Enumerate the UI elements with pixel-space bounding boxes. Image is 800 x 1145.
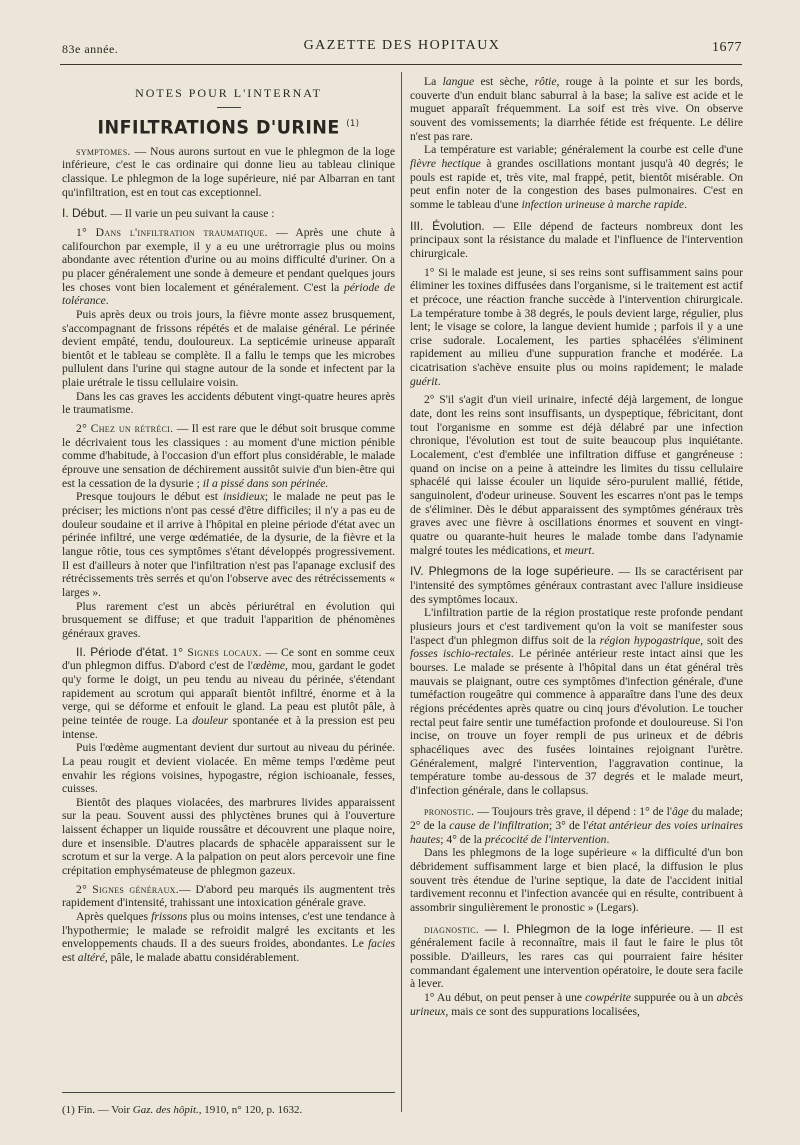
trauma-paragraph-2: Puis après deux ou trois jours, la fièvre monte assez brusquement, s'accompagnant de frissons répétés et de malaise général. Le périnée devient empâté, tendu, douloureux. La septicémie urineuse apparaît bientôt et le tableau se complète. Il a fallu le temps que les microbes pullulent dans l'urine qui stagne autour de la sonde et infectent par la plaie urétrale le tissu cellulaire voisin.	[62, 307, 395, 390]
title-rule	[217, 107, 241, 108]
etat-paragraph-3: Bientôt des plaques violacées, des marbrures livides apparaissent sur la peau. Souvent aussi des phlyctènes brunes qui à l'ouverture laissent échapper un liquide roussâtre et découvrent une plaque noire, dure et insensible. D'autres placards de sphacèle apparaissent sur le scrotum et sur la verge. A la palpation on peut alors percevoir une fine crépitation emphysémateuse de phlegmon gazeux.	[62, 795, 395, 878]
title-footnote-ref: (1)	[346, 118, 360, 129]
article-title: INFILTRATIONS D'URINE $^{(1)}$	[97, 115, 360, 138]
footnote: (1) Fin. — Voir Gaz. des hôpit., 1910, n° 120, p. 1632.	[62, 1104, 303, 1116]
evolution-paragraph-1: 1° Si le malade est jeune, si ses reins sont suffisamment sains pour éliminer les toxines diffusées dans l'organisme, si le traitement est actif et précoce, une réaction franche succède à l'intervention chirurgicale. La température tombe à 38 degrés, le pouls devient large, régulier, plus lent; le visage se colore, la langue devient humide ; parfois il y a une crise sudorale. Localement, les parties sphacélées s'éliminent rapidement au milieu d'une suppuration franche et modérée. La cicatrisation s'achève ensuite plus ou moins rapidement; le malade guérit.	[410, 265, 743, 388]
header-rule	[60, 64, 742, 65]
etat-paragraph: II. Période d'état. 1° Signes locaux. — Ce sont en somme ceux d'un phlegmon diffus. D'abord c'est de l'œdème, mou, gardant le godet qu'y forme le doigt, un peu tendu au niveau du périnée, s'étendant rapidement au scrotum qui apparaît bientôt infiltré, énorme et à la verge, qui se déforme et enfouit le gland. La peau est plutôt pâle, à peine teintée de rouge. La douleur spontanée et à la pression est peu intense.	[62, 644, 395, 741]
page-number: 1677	[712, 40, 742, 55]
retreci-paragraph-2: Presque toujours le début est insidieux; le malade ne peut pas le préciser; les mictions n'ont pas cessé d'être difficiles; il n'y a pas eu de douleur soudaine et il arrive à l'hôpital en pleine période d'état avec un périnée infiltré, une verge œdématiée, de la dysurie, de la fièvre et la langue rôtie, tous ces symptômes s'étant développés progressivement. Il est d'ailleurs à noter que l'infiltration n'est pas l'apanage exclusif des rétrécissements très serrés et qu'on l'observe avec des rétrécissements « larges ».	[62, 490, 395, 599]
etat-paragraph-2: Puis l'œdème augmentant devient dur surtout au niveau du périnée. La peau rougit et devient violacée. En même temps l'œdème peut envahir les régions voisines, hypogastre, région ischioanale, fesses, cuisses.	[62, 741, 395, 796]
evolution-paragraph: III. Évolution. — Elle dépend de facteurs nombreux dont les principaux sont la résistance du malade et l'influence de l'intervention chirurgicale.	[410, 218, 743, 260]
trauma-label: 1° Dans l'infiltration traumatique.	[76, 225, 268, 239]
issue-year: 83e année.	[62, 42, 119, 56]
journal-title: GAZETTE DES HOPITAUX	[303, 38, 501, 53]
column-divider	[401, 72, 402, 1112]
symptomes-label: symptomes.	[76, 144, 131, 158]
debut-paragraph: I. Début. — Il varie un peu suivant la cause :	[62, 206, 275, 221]
temperature-paragraph: La température est variable; généralement la courbe est celle d'une fièvre hectique à grandes oscillations montant jusqu'à 40 degrés; le pouls est rapide et, très vite, mal frappé, petit, bientôt misérable. On peut enfin noter de la congestion des bases pulmonaires. C'est en somme le tableau d'une infection urineuse à marche rapide.	[410, 143, 743, 211]
retreci-paragraph: 2° Chez un rétréci. — Il est rare que le début soit brusque comme le décrivaient tous les classiques : au moment d'une miction pénible comme d'habitude, à l'occasion d'un effort plus considérable, le malade éprouve une sensation de déchirement aussitôt suivie d'un bien-être qui est la cessation de la dysurie ; il a pissé dans son périnée.	[62, 422, 395, 490]
generaux-paragraph: 2° Signes généraux.— D'abord peu marqués ils augmentent très rapidement d'intensité, trahissant une intoxication générale grave.	[62, 882, 396, 910]
signes-locaux-label: 1° Signes locaux.	[172, 645, 262, 659]
pronostic-label: pronostic.	[424, 805, 475, 819]
pronostic-paragraph-2: Dans les phlegmons de la loge supérieure « la difficulté d'un bon débridement suffisamment large et bien placé, la diffusion le plus souvent très étendue de l'urine septique, la date de l'accident initial tardivement reconnu et l'infection avancée qui en résulte, contribuent à assombrir singulièrement le pronostic » (Legars).	[410, 846, 743, 915]
diagnostic-paragraph: diagnostic. — I. Phlegmon de la loge inférieure. — Il est généralement facile à reconnaître, mais il faut le faire le plus tôt possible. D'ailleurs, les rares cas qui pourraient faire hésiter commandant également une intervention opératoire, le doute sera facile à lever.	[410, 921, 743, 991]
diagnostic-paragraph-2: 1° Au début, on peut penser à une cowpérite suppurée ou à un abcès urineux, mais ce sont des suppurations localisées,	[410, 991, 743, 1018]
langue-paragraph: La langue est sèche, rôtie, rouge à la pointe et sur les bords, couverte d'un enduit blanc saburral à la base; la salive est acide et le muguet apparaît fréquemment. La soif est très vive. On observe souvent des vomissements; la diarrhée fétide est fréquente. Le délire n'est pas rare.	[410, 75, 743, 143]
pronostic-paragraph: pronostic. — Toujours très grave, il dépend : 1° de l'âge du malade; 2° de la cause de l'infiltration; 3° de l'état antérieur des voies urinaires hautes; 4° de la précocité de l'intervention.	[410, 805, 744, 846]
signes-generaux-label: 2° Signes généraux.	[76, 882, 179, 896]
trauma-paragraph-3: Dans les cas graves les accidents débutent vingt-quatre heures après le traumatisme.	[62, 389, 395, 417]
retreci-paragraph-3: Plus rarement c'est un abcès périurétral en évolution qui brusquement se diffuse; et que traduit l'apparition de phénomènes généraux graves.	[62, 599, 395, 640]
generaux-paragraph-2: Après quelques frissons plus ou moins intenses, c'est une tendance à l'hypothermie; le malade se refroidit malgré les excitants et les enveloppements chauds. Il a des sueurs froides, abondantes. Le facies est altéré, pâle, le malade abattu considérablement.	[62, 910, 396, 965]
etat-heading: II. Période d'état.	[76, 644, 169, 659]
loge-superieure-paragraph: IV. Phlegmons de la loge supérieure. — Ils se caractérisent par l'intensité des symptômes généraux contrastant avec l'allure insidieuse des symptômes locaux.	[410, 564, 743, 606]
evolution-heading: III. Évolution.	[410, 218, 485, 233]
symptomes-paragraph: symptomes. — Nous aurons surtout en vue le phlegmon de la loge inférieure, c'est le cas ordinaire qui donne lieu au tableau clinique classique. Le phlegmon de la loge supérieure, nié par Albarran en tant qu'infiltration, est en tout cas exceptionnel.	[62, 144, 395, 199]
page-header	[62, 36, 742, 56]
left-column	[62, 75, 395, 965]
loge-superieure-paragraph-2: L'infiltration partie de la région prostatique reste profonde pendant plusieurs jours et c'est tardivement qu'on la voit se manifester sous l'aspect d'un phlegmon diffus soit de la région hypogastrique, soit des fosses ischio-rectales. Le périnée antérieur reste intact ainsi que les bourses. Le malade se présente à l'hôpital dans un état général très mauvais se plaignant, outre ces symptômes d'infection générale, d'une tuméfaction rougeâtre qui commence à apparaître dans l'une des deux régions précédentes après quatre ou cinq jours d'évolution. Le toucher rectal peut faire sentir une tuméfaction profonde et douloureuse. Si l'on incise, on trouve un foyer rempli de pus urineux et de débris sphacéliques avec des fusées lointaines rejoignant l'urètre. Généralement, malgré l'intervention, l'aggravation continue, la température tombe au-dessous de 37 degrés et le malade meurt, d'infection générale, dans le collapsus.	[410, 606, 743, 797]
section-kicker: NOTES POUR L'INTERNAT	[135, 86, 322, 100]
debut-heading: I. Début.	[62, 206, 108, 221]
retreci-label: 2° Chez un rétréci.	[76, 422, 174, 436]
right-column	[410, 75, 743, 1018]
diagnostic-heading: — I. Phlegmon de la loge inférieure.	[484, 921, 694, 936]
evolution-paragraph-2: 2° S'il s'agit d'un vieil urinaire, infecté déjà largement, de longue date, dont les reins sont insuffisants, un dyspeptique, fébricitant, dont tout l'organisme en somme est déjà délabré par une infection chronique, l'évolution est tout de suite beaucoup plus inquiétante. Localement, c'est d'emblée une infiltration diffuse et gangréneuse : quand on incise on a peine à atteindre les limites du tissu cellulaire sphacélé qui laisse écouler un liquide séro-purulent mallié, fétide, sanguinolent, d'odeur urineuse. Souvent les escarres n'ont pas le temps de s'éliminer. Dès le début apparaissent des symptômes généraux très graves avec une fièvre à oscillations énormes et souvent en vingt-quatre ou quarante-huit heures le malade tombe dans l'adynamie malgré toutes les médications, et meurt.	[410, 393, 743, 557]
diagnostic-label: diagnostic.	[424, 922, 480, 936]
loge-superieure-heading: IV. Phlegmons de la loge supérieure.	[410, 564, 614, 579]
footnote-rule	[62, 1092, 395, 1093]
trauma-paragraph: 1° Dans l'infiltration traumatique. — Après une chute à califourchon par exemple, il y a eu une urétrorragie plus ou moins abondante avec rétention d'urine ou au moins difficulté d'uriner. On a pu placer généralement une sonde à demeure et pendant quelques jours les choses vont bien localement et généralement. C'est la période de tolérance.	[62, 225, 395, 308]
